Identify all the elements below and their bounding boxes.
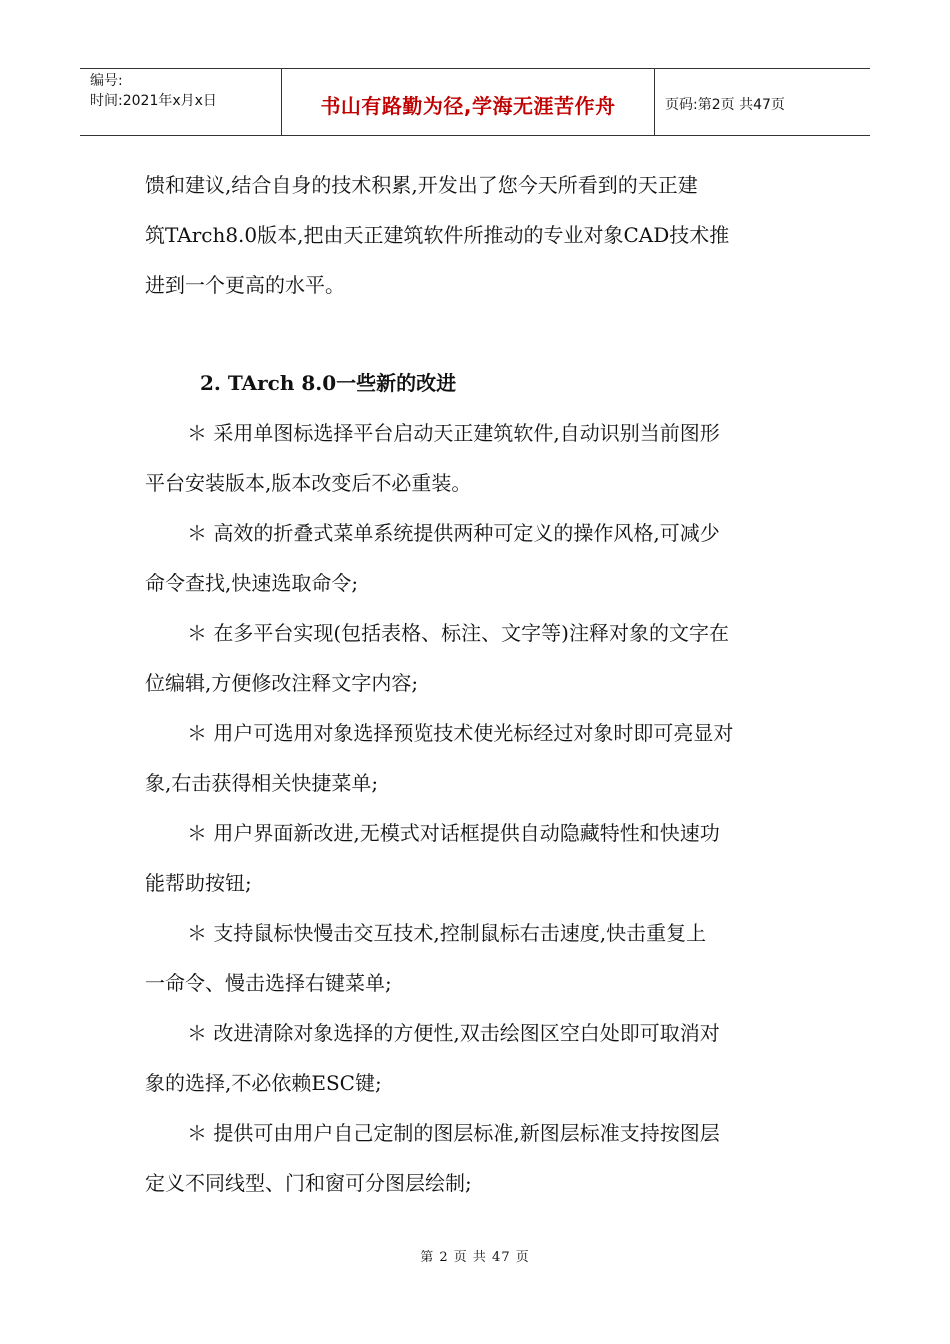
bullet-line: ＊ 改进清除对象选择的方便性,双击绘图区空白处即可取消对 <box>187 1021 720 1045</box>
bullet-line: ＊ 用户可选用对象选择预览技术使光标经过对象时即可亮显对 <box>187 721 734 745</box>
bullet-line: 平台安装版本,版本改变后不必重装。 <box>145 471 472 495</box>
bullet-line: ＊ 用户界面新改进,无模式对话框提供自动隐藏特性和快速功 <box>187 821 720 845</box>
body-line: 筑TArch8.0版本,把由天正建筑软件所推动的专业对象CAD技术推 <box>145 223 730 247</box>
bullet-line: 定义不同线型、门和窗可分图层绘制; <box>145 1171 472 1195</box>
bullet-line: ＊ 高效的折叠式菜单系统提供两种可定义的操作风格,可减少 <box>187 521 720 545</box>
body-line: 馈和建议,结合自身的技术积累,开发出了您今天所看到的天正建 <box>145 173 698 197</box>
bullet-line: ＊ 提供可由用户自己定制的图层标准,新图层标准支持按图层 <box>187 1121 720 1145</box>
body-line: 进到一个更高的水平。 <box>145 273 345 297</box>
header-page-info: 页码:第2页 共47页 <box>665 97 785 113</box>
bullet-line: 一命令、慢击选择右键菜单; <box>145 971 392 995</box>
bullet-line: 能帮助按钮; <box>145 871 252 895</box>
header-motto: 书山有路勤为径,学海无涯苦作舟 <box>282 69 655 135</box>
bullet-line: ＊ 在多平台实现(包括表格、标注、文字等)注释对象的文字在 <box>187 621 729 645</box>
bullet-line: 象,右击获得相关快捷菜单; <box>145 771 379 795</box>
number-label: 编号: <box>90 73 123 89</box>
bullet-line: 象的选择,不必依赖ESC键; <box>145 1071 382 1095</box>
header-meta <box>80 69 282 135</box>
bullet-line: ＊ 支持鼠标快慢击交互技术,控制鼠标右击速度,快击重复上 <box>187 921 707 945</box>
bullet-line: 位编辑,方便修改注释文字内容; <box>145 671 419 695</box>
page-footer: 第 2 页 共 47 页 <box>420 1250 530 1265</box>
bullet-line: ＊ 采用单图标选择平台启动天正建筑软件,自动识别当前图形 <box>187 421 720 445</box>
section-heading: 2. TArch 8.0一些新的改进 <box>200 371 457 395</box>
bullet-line: 命令查找,快速选取命令; <box>145 571 359 595</box>
document-header <box>80 68 870 136</box>
time-label: 时间:2021年x月x日 <box>90 93 217 109</box>
